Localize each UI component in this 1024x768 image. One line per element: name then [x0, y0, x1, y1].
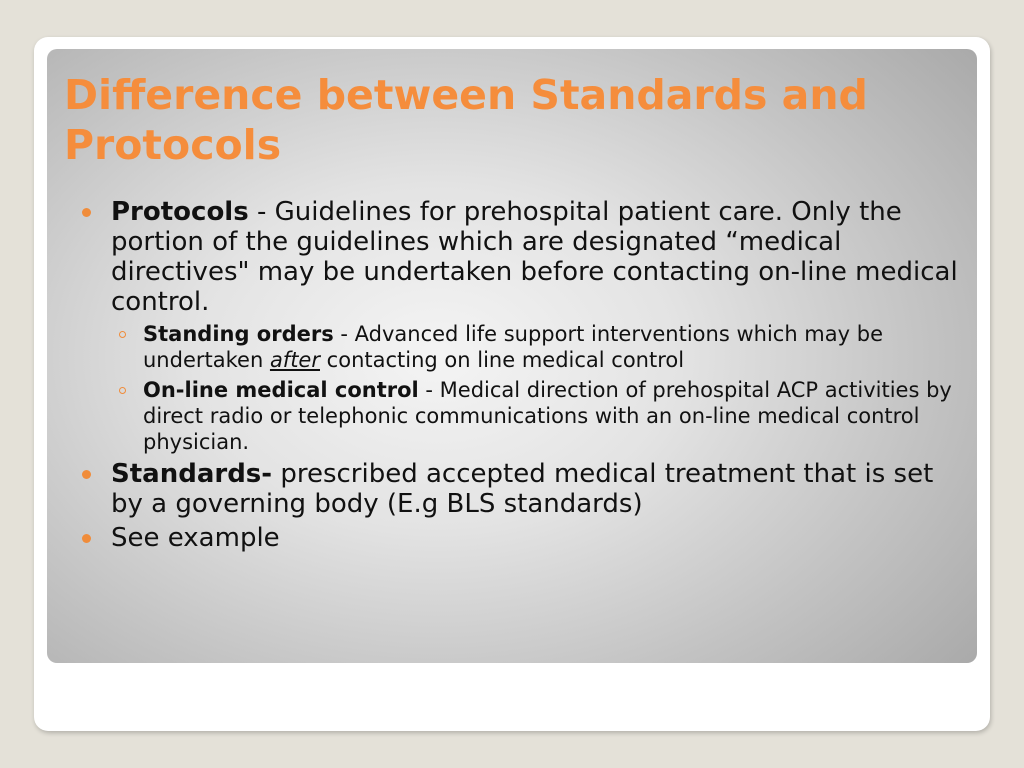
ring-bullet-icon [119, 331, 126, 338]
sub-bullet-list [111, 321, 962, 455]
online-medical-control-text: - Medical direction of prehospital ACP activities by direct radio or telephonic communications with an on-line medical control physician. [143, 378, 952, 454]
protocols-term: Protocols [111, 197, 249, 227]
bullet-protocols [82, 197, 962, 455]
bullet-list [82, 197, 962, 553]
bullet-dot-icon [82, 208, 91, 217]
bullet-see-example [82, 523, 962, 553]
standing-orders-text-end: contacting on line medical control [320, 348, 685, 372]
bullet-dot-icon [82, 470, 91, 479]
see-example-text: See example [111, 523, 280, 553]
standards-term: Standards- [111, 459, 273, 489]
bullet-standards [82, 459, 962, 519]
slide-content [82, 197, 962, 557]
sub-bullet-standing-orders [111, 321, 962, 373]
standing-orders-text: - Advanced life support interventions which may be undertaken [143, 322, 883, 372]
after-emphasis: after [269, 348, 320, 372]
bullet-dot-icon [82, 534, 91, 543]
protocols-text: - Guidelines for prehospital patient care. Only the portion of the guidelines which are designated “medical directives" may be undertaken before contacting on-line medical control. [111, 197, 958, 317]
standards-text: prescribed accepted medical treatment that is set by a governing body (E.g BLS standards) [111, 459, 934, 519]
online-medical-control-term: On-line medical control [143, 378, 419, 402]
slide-title: Difference between Standards and Protocols [64, 71, 868, 169]
ring-bullet-icon [119, 387, 126, 394]
standing-orders-term: Standing orders [143, 322, 334, 346]
sub-bullet-online-medical-control [111, 377, 962, 455]
